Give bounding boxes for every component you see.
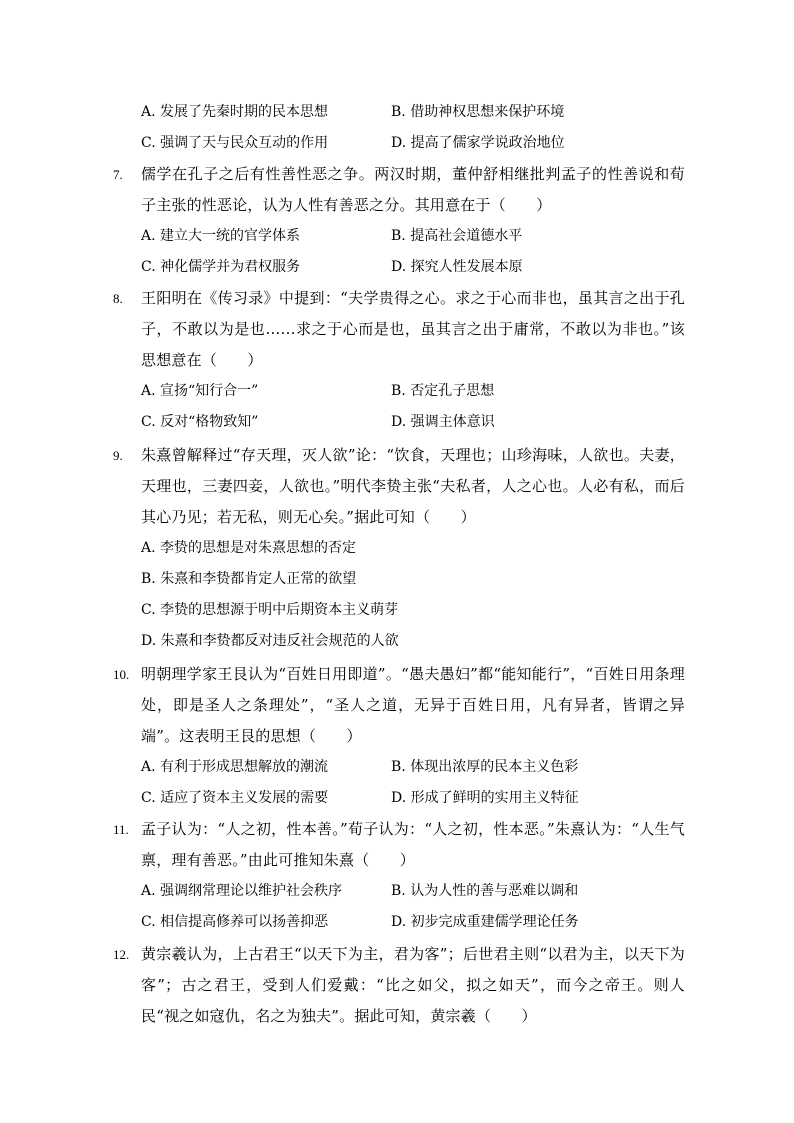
option-a: A. 有利于形成思想解放的潮流 <box>141 759 329 775</box>
option-c: C. 强调了天与民众互动的作用 <box>141 135 329 151</box>
question-number: 12. <box>113 947 130 962</box>
option-d: D. 探究人性发展本原 <box>391 259 523 275</box>
option-b: B. 朱熹和李贽都肯定人正常的欲望 <box>141 571 357 587</box>
option-b: B. 否定孔子思想 <box>391 383 495 399</box>
question-number: 8. <box>113 291 123 306</box>
question-number: 11. <box>113 822 129 837</box>
question-7 <box>113 159 685 283</box>
options <box>141 376 685 438</box>
question-number: 10. <box>113 667 130 682</box>
option-b: B. 体现出浓厚的民本主义色彩 <box>391 759 579 775</box>
option-c: C. 李贽的思想源于明中后期资本主义萌芽 <box>141 602 399 618</box>
option-c: C. 适应了资本主义发展的需要 <box>141 790 329 806</box>
option-a: A. 发展了先秦时期的民本思想 <box>141 104 329 120</box>
option-d: D. 朱熹和李贽都反对违反社会规范的人欲 <box>141 633 399 649</box>
option-b: B. 借助神权思想来保护环境 <box>391 104 565 120</box>
option-d: D. 形成了鲜明的实用主义特征 <box>391 790 579 806</box>
options <box>141 97 685 159</box>
question-6-options <box>113 97 685 159</box>
options <box>141 533 685 657</box>
option-a: A. 宣扬“知行合一” <box>141 383 259 399</box>
option-b: B. 提高社会道德水平 <box>391 228 523 244</box>
question-12 <box>113 939 685 1032</box>
option-a: A. 建立大一统的官学体系 <box>141 228 301 244</box>
question-stem: 黄宗羲认为，上古君王“以天下为主，君为客”；后世君主则“以君为主，以天下为客”；古之君王，受到人们爱戴：“比之如父，拟之如天”，而今之帝王。则人民“视之如寇仇，名之为独夫”。据此可知，黄宗羲（ ） <box>141 945 685 1025</box>
question-9 <box>113 440 685 657</box>
question-number: 7. <box>113 167 123 182</box>
option-c: C. 神化儒学并为君权服务 <box>141 259 301 275</box>
question-11 <box>113 814 685 938</box>
question-stem: 王阳明在《传习录》中提到：“夫学贵得之心。求之于心而非也，虽其言之出于孔子，不敢以为是也……求之于心而是也，虽其言之出于庸常，不敢以为非也。”该思想意在（ ） <box>141 289 685 369</box>
question-stem: 儒学在孔子之后有性善性恶之争。两汉时期，董仲舒相继批判孟子的性善说和荀子主张的性恶论，认为人性有善恶之分。其用意在于（ ） <box>141 165 685 214</box>
option-b: B. 认为人性的善与恶难以调和 <box>391 883 579 899</box>
option-a: A. 强调纲常理论以维护社会秩序 <box>141 883 343 899</box>
options <box>141 221 685 283</box>
option-a: A. 李贽的思想是对朱熹思想的否定 <box>141 540 357 556</box>
options <box>141 876 685 938</box>
question-10 <box>113 659 685 814</box>
option-c: C. 反对“格物致知” <box>141 414 259 430</box>
question-stem: 孟子认为：“人之初，性本善。”荀子认为：“人之初，性本恶。”朱熹认为：“人生气禀，理有善恶。”由此可推知朱熹（ ） <box>141 820 685 869</box>
option-d: D. 强调主体意识 <box>391 414 495 430</box>
option-d: D. 初步完成重建儒学理论任务 <box>391 914 579 930</box>
question-number: 9. <box>113 448 123 463</box>
question-stem: 明朝理学家王艮认为“百姓日用即道”。“愚夫愚妇”都“能知能行”，“百姓日用条理处，即是圣人之条理处”，“圣人之道，无异于百姓日用，凡有异者，皆谓之异端”。这表明王艮的思想（ ） <box>141 665 685 745</box>
question-stem: 朱熹曾解释过“存天理，灭人欲”论：“饮食，天理也；山珍海味，人欲也。夫妻，天理也，三妻四妾，人欲也。”明代李贽主张“夫私者，人之心也。人必有私，而后其心乃见；若无私，则无心矣。”据此可知（ ） <box>141 446 685 526</box>
question-8 <box>113 283 685 438</box>
option-c: C. 相信提高修养可以扬善抑恶 <box>141 914 329 930</box>
option-d: D. 提高了儒家学说政治地位 <box>391 135 565 151</box>
options <box>141 752 685 814</box>
